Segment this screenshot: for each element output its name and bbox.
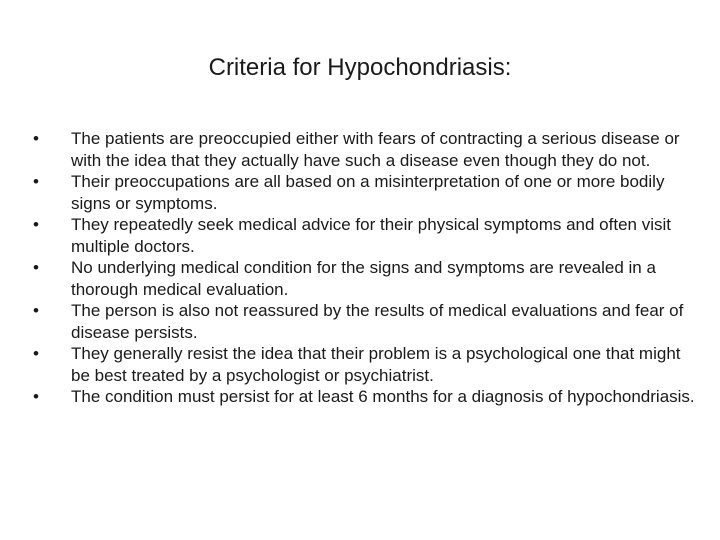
bullet-icon: • [33,258,39,277]
bullet-item [27,128,695,171]
bullet-icon: • [33,172,39,191]
bullet-item [27,300,695,343]
bullet-item [27,214,695,257]
bullet-text: They repeatedly seek medical advice for their physical symptoms and often visit multiple doctors. [71,215,671,256]
bullet-item [27,343,695,386]
bullet-icon: • [33,387,39,406]
bullet-icon: • [33,301,39,320]
bullet-item [27,386,695,408]
bullet-item [27,171,695,214]
bullet-text: The person is also not reassured by the results of medical evaluations and fear of disease persists. [71,301,684,342]
bullet-icon: • [33,129,39,148]
bullet-item [27,257,695,300]
bullet-text: No underlying medical condition for the signs and symptoms are revealed in a thorough medical evaluation. [71,258,656,299]
bullet-icon: • [33,344,39,363]
bullet-list [27,128,695,408]
bullet-text: They generally resist the idea that their problem is a psychological one that might be best treated by a psychologist or psychiatrist. [71,344,681,385]
bullet-icon: • [33,215,39,234]
slide-title: Criteria for Hypochondriasis: [208,54,512,81]
bullet-text: The patients are preoccupied either with fears of contracting a serious disease or with the idea that they actually have such a disease even though they do not. [71,129,680,170]
bullet-text: The condition must persist for at least 6 months for a diagnosis of hypochondriasis. [71,387,695,406]
bullet-text: Their preoccupations are all based on a misinterpretation of one or more bodily signs or symptoms. [71,172,665,213]
